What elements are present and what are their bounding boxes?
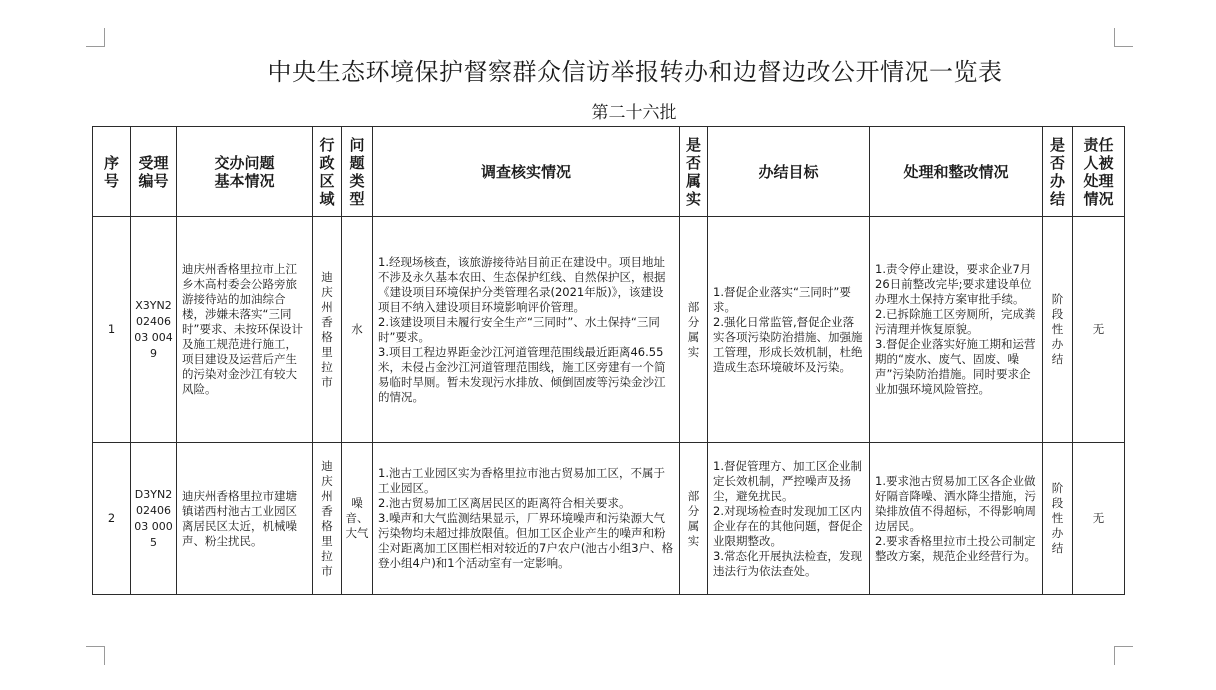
header-type: 问 题 类 型 xyxy=(342,127,373,217)
crop-mark-top-right xyxy=(1114,28,1133,47)
cell-verified: 部 分 属 实 xyxy=(680,217,708,443)
table-row xyxy=(93,217,1125,443)
crop-mark-top-left xyxy=(86,28,105,47)
cell-accountability: 无 xyxy=(1073,217,1125,443)
batch-label: 第二十六批 xyxy=(591,103,677,123)
report-table xyxy=(92,126,1125,595)
header-issue: 交办问题 基本情况 xyxy=(177,127,313,217)
header-rectification: 处理和整改情况 xyxy=(870,127,1043,217)
cell-region: 迪 庆 州 香 格 里 拉 市 xyxy=(313,217,342,443)
table-row xyxy=(93,443,1125,595)
header-target: 办结目标 xyxy=(708,127,870,217)
cell-seq: 1 xyxy=(93,217,131,443)
cell-region: 迪 庆 州 香 格 里 拉 市 xyxy=(313,443,342,595)
cell-closed: 阶 段 性 办 结 xyxy=(1043,217,1073,443)
cell-issue: 迪庆州香格里拉市建塘镇诺西村池古工业园区离居民区太近，机械噪声、粉尘扰民。 xyxy=(177,443,313,595)
document-title: 中央生态环境保护督察群众信访举报转办和边督边改公开情况一览表 xyxy=(267,58,1003,86)
cell-rectification: 1.要求池古贸易加工区各企业做好隔音降噪、洒水降尘措施，污染排放值不得超标，不得影响周边居民。 2.要求香格里拉市土投公司制定整改方案，规范企业经营行为。 xyxy=(870,443,1043,595)
header-seq: 序 号 xyxy=(93,127,131,217)
header-verified: 是 否 属 实 xyxy=(680,127,708,217)
header-row xyxy=(93,127,1125,217)
header-region: 行 政 区 域 xyxy=(313,127,342,217)
cell-investigation: 1.经现场核查，该旅游接待站目前正在建设中。项目地址不涉及永久基本农田、生态保护红线、自然保护区，根据《建设项目环境保护分类管理名录(2021年版)》，该建设项目不纳入建设项目环境影响评价管理。 2.该建设项目未履行安全生产“三同时”、水土保持“三同时”要求。 3.项目工程边界距金沙江河道管理范围线最近距离46.55米，未侵占金沙江河道管理范围线，施工区旁建有一个简易临时旱厕。暂未发现污水排放、倾倒固废等污染金沙江的情况。 xyxy=(373,217,680,443)
cell-target: 1.督促企业落实“三同时”要求。 2.强化日常监管,督促企业落实各项污染防治措施、加强施工管理，形成长效机制，杜绝造成生态环境破坏及污染。 xyxy=(708,217,870,443)
cell-code: D3YN20240603 0005 xyxy=(131,443,177,595)
cell-code: X3YN20240603 0049 xyxy=(131,217,177,443)
cell-type: 噪音、大气 xyxy=(342,443,373,595)
cell-rectification: 1.责令停止建设，要求企业7月26日前整改完毕;要求建设单位办理水土保持方案审批手续。 2.已拆除施工区旁厕所，完成粪污清理并恢复原貌。 3.督促企业落实好施工期和运营期的“废水、废气、固废、噪声”污染防治措施。同时要求企业加强环境风险管控。 xyxy=(870,217,1043,443)
cell-verified: 部 分 属 实 xyxy=(680,443,708,595)
cell-closed: 阶 段 性 办 结 xyxy=(1043,443,1073,595)
cell-type: 水 xyxy=(342,217,373,443)
cell-issue: 迪庆州香格里拉市上江乡木高村委会公路旁旅游接待站的加油综合楼，涉嫌未落实“三同时”要求、未按环保设计及施工规范进行施工，项目建设及运营后产生的污染对金沙江有较大风险。 xyxy=(177,217,313,443)
header-closed: 是 否 办 结 xyxy=(1043,127,1073,217)
cell-target: 1.督促管理方、加工区企业制定长效机制，严控噪声及扬尘，避免扰民。 2.对现场检查时发现加工区内企业存在的其他问题，督促企业限期整改。 3.常态化开展执法检查，发现违法行为依法查处。 xyxy=(708,443,870,595)
cell-accountability: 无 xyxy=(1073,443,1125,595)
cell-investigation: 1.池古工业园区实为香格里拉市池古贸易加工区，不属于工业园区。 2.池古贸易加工区离居民区的距离符合相关要求。 3.噪声和大气监测结果显示，厂界环境噪声和污染源大气污染物均未超过排放限值。但加工区企业产生的噪声和粉尘对距离加工区围栏相对较近的7户农户(池古小组3户、格登小组4户)和1个活动室有一定影响。 xyxy=(373,443,680,595)
header-investigation: 调查核实情况 xyxy=(373,127,680,217)
header-accountability: 责任 人被 处理 情况 xyxy=(1073,127,1125,217)
header-code: 受理 编号 xyxy=(131,127,177,217)
crop-mark-bottom-right xyxy=(1114,646,1133,665)
crop-mark-bottom-left xyxy=(86,646,105,665)
cell-seq: 2 xyxy=(93,443,131,595)
